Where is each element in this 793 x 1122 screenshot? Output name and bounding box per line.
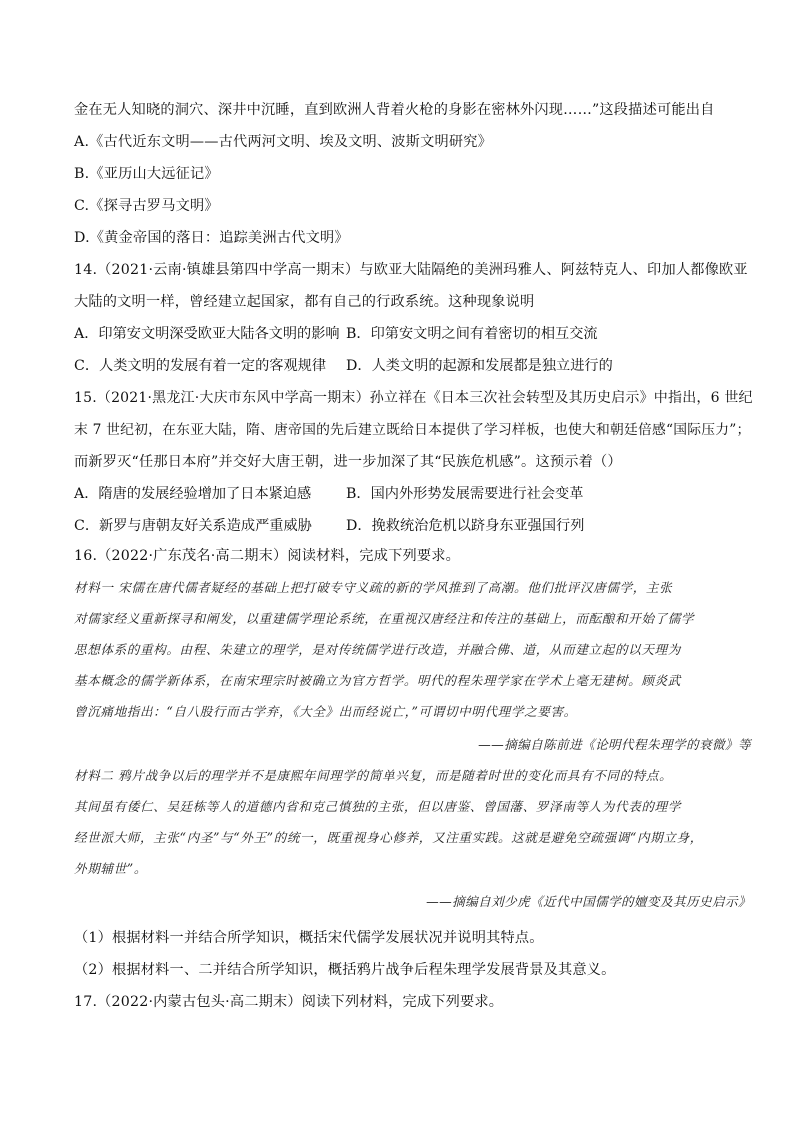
- q14-options-row1: [74, 324, 754, 344]
- q13-option-a: A.《古代近东文明——古代两河文明、埃及文明、波斯文明研究》: [74, 134, 493, 150]
- q15-options-row1: [74, 484, 754, 504]
- q15-option-b: B．国内外形势发展需要进行社会变革: [346, 486, 584, 502]
- q13-option-d: D.《黄金帝国的落日：追踪美洲古代文明》: [74, 230, 349, 246]
- q15-option-a: A．隋唐的发展经验增加了日本紧迫感: [74, 486, 312, 502]
- q15-stem-line1: 15.（2021·黑龙江·大庆市东风中学高一期末）孙立祥在《日本三次社会转型及其历史启示》中指出，6 世纪: [74, 390, 753, 406]
- material1-source: ——摘编自陈前进《论明代程朱理学的衰微》等: [478, 737, 751, 752]
- q14-option-a: A．印第安文明深受欧亚大陆各文明的影响: [74, 326, 340, 342]
- material2-line: 材料二 鸦片战争以后的理学并不是康熙年间理学的简单兴复，而是随着时世的变化而具有不同的特点。: [74, 768, 673, 783]
- q16-sub-question-2: （2）根据材料一、二并结合所学知识，概括鸦片战争后程朱理学发展背景及其意义。: [74, 962, 616, 978]
- q14-option-c: C．人类文明的发展有着一定的客观规律: [74, 358, 327, 374]
- q16-stem: 16.（2022·广东茂名·高二期末）阅读材料，完成下列要求。: [74, 548, 461, 564]
- material2-line: 经世派大师，主张“内圣”与“外王”的统一，既重视身心修养，又注重实践。这就是避免空疏强调“内期立身，: [74, 830, 703, 845]
- q17-stem: 17.（2022·内蒙古包头·高二期末）阅读下列材料，完成下列要求。: [74, 994, 504, 1010]
- q15-options-row2: [74, 516, 754, 536]
- material1-line: 材料一 宋儒在唐代儒者疑经的基础上把打破专守义疏的新的学风推到了高潮。他们批评汉唐儒学，主张: [74, 580, 673, 595]
- q16-sub-question-1: （1）根据材料一并结合所学知识，概括宋代儒学发展状况并说明其特点。: [74, 930, 544, 946]
- q13-option-c: C.《探寻古罗马文明》: [74, 198, 219, 214]
- q14-option-b: B．印第安文明之间有着密切的相互交流: [346, 326, 598, 342]
- material1-line: 曾沉痛地指出：“自八股行而古学弃，《大全》出而经说亡，”可谓切中明代理学之要害。: [74, 704, 577, 719]
- q13-stem-tail: 金在无人知晓的洞穴、深井中沉睡，直到欧洲人背着火枪的身影在密林外闪现……”这段描述可能出自: [74, 102, 715, 118]
- material2-line: 其间虽有倭仁、吴廷栋等人的道德内省和克己慎独的主张，但以唐鉴、曾国藩、罗泽南等人为代表的理学: [74, 799, 681, 814]
- material2-line: 外期辅世”。: [74, 861, 148, 876]
- q15-stem-line2: 末 7 世纪初，在东亚大陆，隋、唐帝国的先后建立既给日本提供了学习样板，也使大和朝廷倍感“国际压力”；: [74, 422, 751, 438]
- q15-stem-line3: 而新罗灭“任那日本府”并交好大唐王朝，进一步加深了其“民族危机感”。这预示着（）: [74, 454, 622, 470]
- q14-option-d: D．人类文明的起源和发展都是独立进行的: [346, 358, 613, 374]
- material1-line: 思想体系的重构。由程、朱建立的理学，是对传统儒学进行改造，并融合佛、道，从而建立起的以天理为: [74, 642, 681, 657]
- material1-line: 对儒家经义重新探寻和阐发，以重建儒学理论系统，在重视汉唐经注和传注的基础上，而酝酿和开始了儒学: [74, 611, 695, 626]
- q15-option-d: D．挽救统治危机以跻身东亚强国行列: [346, 518, 585, 534]
- q14-options-row2: [74, 356, 754, 376]
- q14-stem-line2: 大陆的文明一样，曾经建立起国家，都有自己的行政系统。这种现象说明: [74, 294, 535, 310]
- q14-stem-line1: 14.（2021·云南·镇雄县第四中学高一期末）与欧亚大陆隔绝的美洲玛雅人、阿兹特克人、印加人都像欧亚: [74, 262, 748, 278]
- q13-option-b: B.《亚历山大远征记》: [74, 166, 219, 182]
- material1-line: 基本概念的儒学新体系，在南宋理宗时被确立为官方哲学。明代的程朱理学家在学术上毫无建树。顾炎武: [74, 673, 681, 688]
- material2-source: ——摘编自刘少虎《近代中国儒学的嬗变及其历史启示》: [426, 894, 751, 909]
- q15-option-c: C．新罗与唐朝友好关系造成严重威胁: [74, 518, 312, 534]
